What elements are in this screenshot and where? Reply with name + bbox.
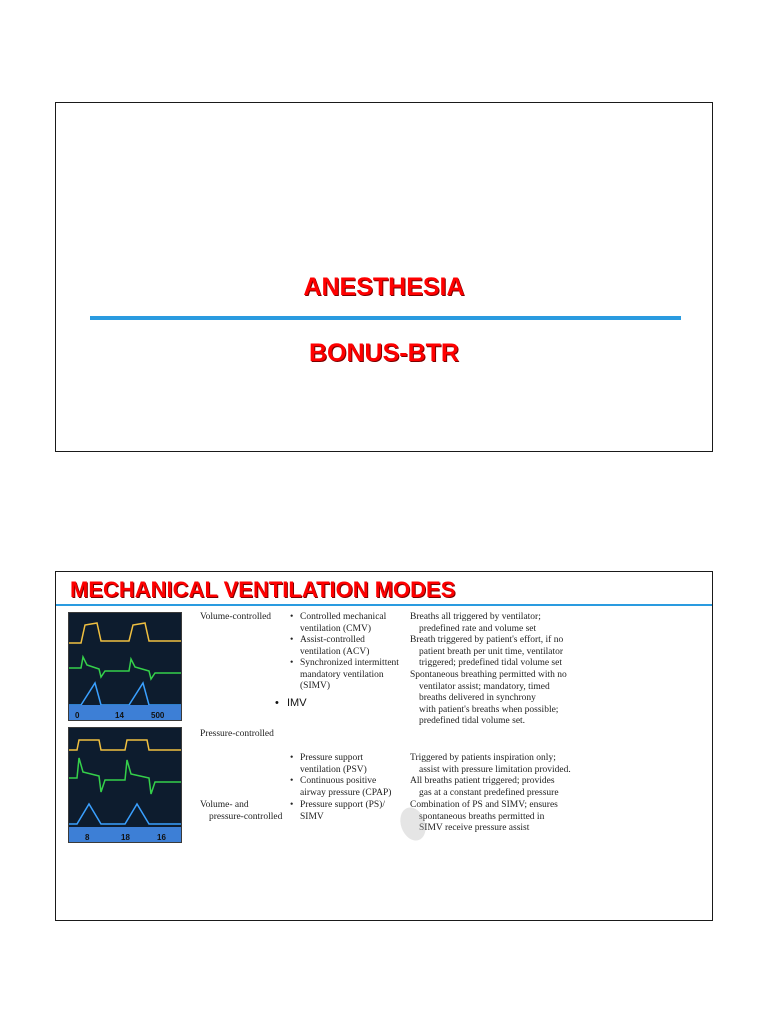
mode-description: Breaths all triggered by ventilator; predefined rate and volume set Breath triggered by patient's effort, if no patient breath per unit time, ventilator triggered; predefined tidal volume set Spontaneous breathing permitted with no ventilator assist; mandatory, timed breaths delivered in synchrony with patient's breaths when possible; predefined tidal volume set. bbox=[410, 612, 567, 727]
pressure-waveform bbox=[69, 740, 181, 750]
waveform-graphic bbox=[69, 728, 181, 842]
mode-item: • Synchronized intermittent mandatory ventilation (SIMV) bbox=[300, 658, 399, 693]
mode-category: Volume-controlled bbox=[200, 612, 272, 622]
monitor-readout: 14 bbox=[115, 711, 124, 720]
monitor-readout: 16 bbox=[157, 833, 166, 842]
mode-description: Combination of PS and SIMV; ensures spontaneous breaths permitted in SIMV receive pressure assist bbox=[410, 800, 558, 834]
title-divider bbox=[90, 316, 681, 320]
monitor-readout: 0 bbox=[75, 711, 80, 720]
volume-waveform bbox=[69, 804, 181, 824]
mode-item: • Pressure support (PS)/ SIMV bbox=[300, 800, 385, 823]
flow-waveform bbox=[69, 657, 181, 679]
slide-heading: MECHANICAL VENTILATION MODES bbox=[70, 577, 456, 602]
ventilator-monitor-image bbox=[68, 612, 182, 721]
monitor-readout-bar bbox=[69, 827, 181, 842]
mode-item: • Continuous positive airway pressure (CPAP) bbox=[300, 776, 391, 799]
slide-subtitle: BONUS-BTR bbox=[309, 339, 459, 367]
mode-item: • Assist-controlled ventilation (ACV) bbox=[300, 635, 369, 658]
monitor-readout: 8 bbox=[85, 833, 90, 842]
mode-item: • Pressure support ventilation (PSV) bbox=[300, 753, 367, 776]
mode-category: Pressure-controlled bbox=[200, 729, 274, 739]
pressure-waveform bbox=[69, 623, 181, 643]
monitor-readout: 500 bbox=[151, 711, 165, 720]
monitor-readout-bar bbox=[69, 705, 181, 720]
flow-waveform bbox=[69, 758, 181, 794]
imv-bullet: • IMV bbox=[287, 697, 307, 709]
mode-category: Volume- and pressure-controlled bbox=[200, 800, 283, 822]
title-slide bbox=[55, 102, 713, 452]
heading-divider bbox=[56, 604, 712, 606]
ventilator-monitor-image bbox=[68, 727, 182, 843]
slide-title: ANESTHESIA bbox=[303, 273, 465, 301]
mode-description: Triggered by patients inspiration only; assist with pressure limitation provided. All breaths patient triggered; provides gas at a constant predefined pressure bbox=[410, 753, 571, 798]
mode-item: • Controlled mechanical ventilation (CMV) bbox=[300, 612, 386, 635]
volume-waveform bbox=[69, 683, 181, 705]
monitor-readout: 18 bbox=[121, 833, 130, 842]
ventilation-modes-slide bbox=[55, 571, 713, 921]
waveform-graphic bbox=[69, 613, 181, 720]
